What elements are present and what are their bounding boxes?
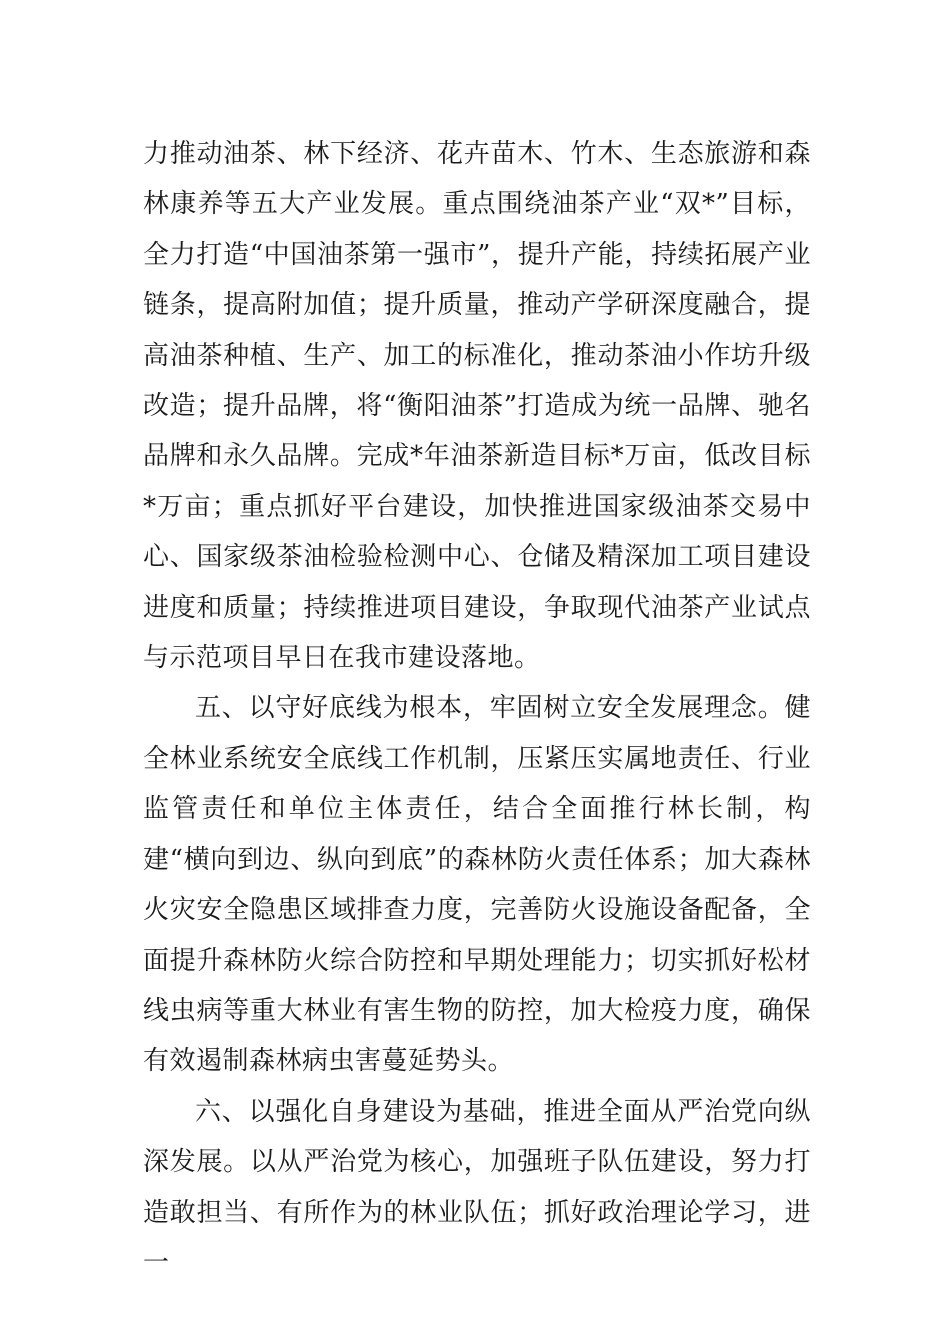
paragraph-section-6: 六、以强化自身建设为基础，推进全面从严治党向纵深发展。以从严治党为核心，加强班子队伍建设，努力打造敢担当、有所作为的林业队伍；抓好政治理论学习，进一 <box>143 1096 811 1278</box>
document-body <box>143 129 811 1288</box>
paragraph-section-5: 五、以守好底线为根本，牢固树立安全发展理念。健全林业系统安全底线工作机制，压紧压实属地责任、行业监管责任和单位主体责任，结合全面推行林长制，构建“横向到边、纵向到底”的森林防火责任体系；加大森林火灾安全隐患区域排查力度，完善防火设施设备配备，全面提升森林防火综合防控和早期处理能力；切实抓好松材线虫病等重大林业有害生物的防控，加大检疫力度，确保有效遏制森林病虫害蔓延势头。 <box>143 693 811 1077</box>
paragraph-continuation: 力推动油茶、林下经济、花卉苗木、竹木、生态旅游和森林康养等五大产业发展。重点围绕油茶产业“双*”目标，全力打造“中国油茶第一强市”，提升产能，持续拓展产业链条，提高附加值；提升质量，推动产学研深度融合，提高油茶种植、生产、加工的标准化，推动茶油小作坊升级改造；提升品牌，将“衡阳油茶”打造成为统一品牌、驰名品牌和永久品牌。完成*年油茶新造目标*万亩，低改目标*万亩；重点抓好平台建设，加快推进国家级油茶交易中心、国家级茶油检验检测中心、仓储及精深加工项目建设进度和质量；持续推进项目建设，争取现代油茶产业试点与示范项目早日在我市建设落地。 <box>143 139 811 674</box>
